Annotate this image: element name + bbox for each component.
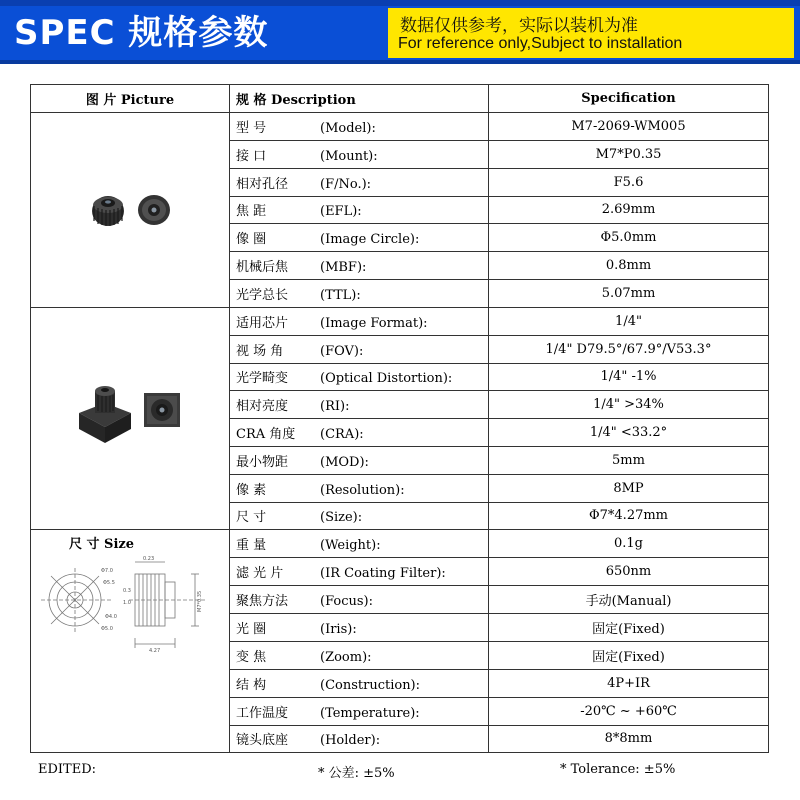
spec-value: 手动(Manual)	[489, 586, 769, 614]
spec-label: 变 焦 (Zoom):	[230, 641, 489, 669]
spec-value: Φ5.0mm	[489, 224, 769, 252]
page-title: SPEC 规格参数	[14, 13, 269, 53]
spec-label: 光学畸变 (Optical Distortion):	[230, 363, 489, 391]
dim-phi4: Φ4.0	[105, 614, 117, 621]
spec-value: M7-2069-WM005	[489, 113, 769, 141]
header-specification: Specification	[489, 85, 769, 113]
spec-label: 重 量 (Weight):	[230, 530, 489, 558]
dim-phi55: Φ5.5	[103, 580, 115, 587]
dim-03: 0.3	[123, 588, 131, 595]
spec-value: 5.07mm	[489, 280, 769, 308]
lens-photo-image	[31, 113, 230, 303]
spec-value: 2.69mm	[489, 196, 769, 224]
spec-value: 8MP	[489, 474, 769, 502]
spec-label: 光 圈 (Iris):	[230, 614, 489, 642]
table-row	[31, 308, 769, 336]
size-label: 尺 寸 Size	[69, 537, 135, 553]
spec-label: 焦 距 (EFL):	[230, 196, 489, 224]
spec-value: 固定(Fixed)	[489, 641, 769, 669]
spec-label: 工作温度 (Temperature):	[230, 697, 489, 725]
spec-value: 0.8mm	[489, 252, 769, 280]
dim-10: 1.0	[123, 600, 131, 607]
dim-length: 4.27	[149, 648, 161, 655]
spec-label: 接 口 (Mount):	[230, 140, 489, 168]
spec-label: 型 号 (Model):	[230, 113, 489, 141]
reference-notice	[388, 8, 794, 58]
dimension-drawing	[31, 552, 230, 752]
spec-label: 适用芯片 (Image Format):	[230, 308, 489, 336]
spec-value: M7*P0.35	[489, 140, 769, 168]
spec-value: 0.1g	[489, 530, 769, 558]
tolerance-cn: * 公差: ±5%	[318, 766, 395, 781]
spec-value: 4P+IR	[489, 669, 769, 697]
lens-holder-photo-cell	[31, 308, 230, 530]
spec-label: 像 素 (Resolution):	[230, 474, 489, 502]
spec-label: 尺 寸 (Size):	[230, 502, 489, 530]
spec-label: 结 构 (Construction):	[230, 669, 489, 697]
spec-value: 固定(Fixed)	[489, 614, 769, 642]
dim-phi7: Φ7.0	[101, 568, 113, 575]
spec-label: CRA 角度 (CRA):	[230, 419, 489, 447]
spec-label: 机械后焦 (MBF):	[230, 252, 489, 280]
spec-value: 1/4"	[489, 308, 769, 336]
table-header-row	[31, 85, 769, 113]
dimension-drawing-cell	[31, 530, 230, 753]
spec-label: 相对孔径 (F/No.):	[230, 168, 489, 196]
spec-value: 1/4" D79.5°/67.9°/V53.3°	[489, 335, 769, 363]
table-row	[31, 113, 769, 141]
notice-chinese: 数据仅供参考，实际以装机为准	[400, 16, 638, 36]
spec-label: 最小物距 (MOD):	[230, 446, 489, 474]
table-row	[31, 530, 769, 558]
spec-table	[30, 84, 769, 753]
edited-label: EDITED:	[38, 762, 97, 777]
dim-thread: M7*0.35	[197, 591, 203, 613]
spec-value: F5.6	[489, 168, 769, 196]
header-description: 规 格 Description	[230, 85, 489, 113]
notice-english: For reference only,Subject to installation	[398, 35, 683, 52]
spec-label: 镜头底座 (Holder):	[230, 725, 489, 753]
spec-value: 650nm	[489, 558, 769, 586]
spec-label: 像 圈 (Image Circle):	[230, 224, 489, 252]
spec-label: 视 场 角 (FOV):	[230, 335, 489, 363]
spec-label: 聚焦方法 (Focus):	[230, 586, 489, 614]
spec-label: 光学总长 (TTL):	[230, 280, 489, 308]
lens-photo-cell	[31, 113, 230, 308]
dim-phi5: Φ5.0	[101, 626, 113, 633]
lens-holder-photo-image	[31, 309, 230, 524]
spec-value: 1/4" <33.2°	[489, 419, 769, 447]
spec-value: 1/4" >34%	[489, 391, 769, 419]
tolerance-en: * Tolerance: ±5%	[560, 762, 676, 777]
spec-value: Φ7*4.27mm	[489, 502, 769, 530]
dim-023: 0.23	[143, 556, 155, 563]
spec-value: -20℃ ~ +60℃	[489, 697, 769, 725]
spec-value: 5mm	[489, 446, 769, 474]
spec-label: 相对亮度 (RI):	[230, 391, 489, 419]
spec-value: 8*8mm	[489, 725, 769, 753]
header-picture: 图 片 Picture	[31, 85, 230, 113]
spec-label: 滤 光 片 (IR Coating Filter):	[230, 558, 489, 586]
spec-value: 1/4" -1%	[489, 363, 769, 391]
